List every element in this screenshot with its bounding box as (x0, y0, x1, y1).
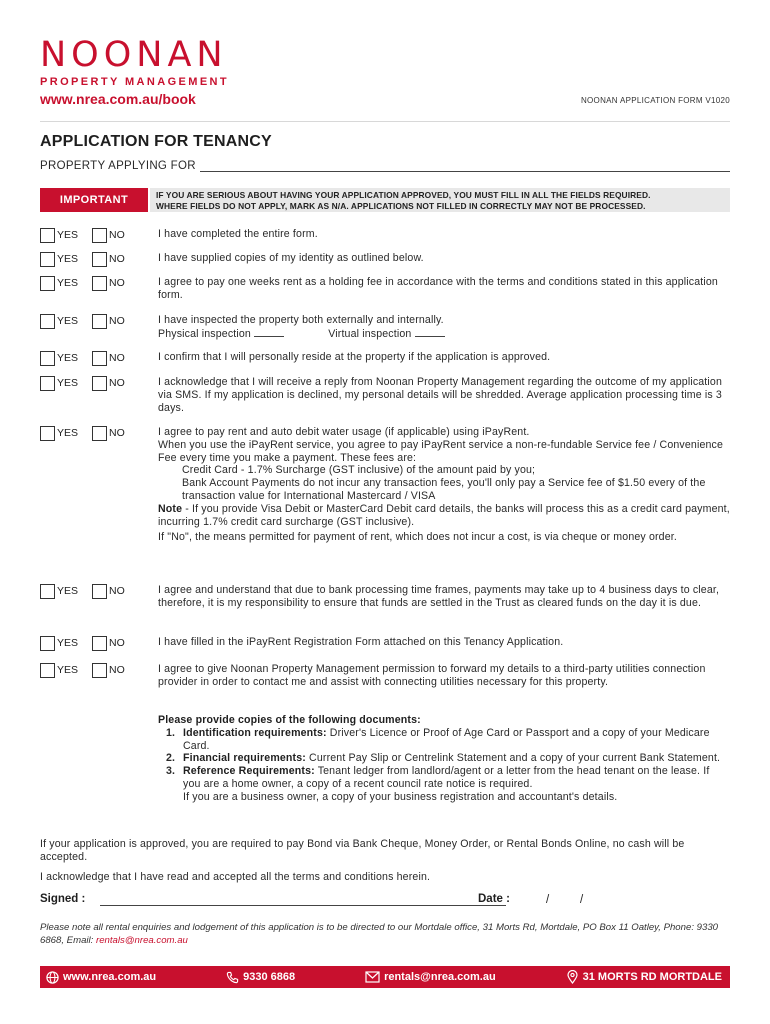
list-label: Reference Requirements: (183, 765, 315, 778)
note-body: Please note all rental enquiries and lodgement of this application is to be directed to our Mortdale office, 31 Morts Rd, Mortdale, PO Box 11 Oatley, Phone: 9330 6868, Email: (40, 922, 718, 946)
list-text: Driver's Licence or Proof of Age Card or Passport and a copy of your Medicare Card. (183, 726, 710, 752)
list-number: 2. (166, 752, 176, 765)
no-checkbox[interactable] (92, 350, 125, 366)
property-row (40, 160, 730, 172)
no-label: NO (109, 377, 125, 389)
yes-checkbox[interactable] (40, 583, 78, 599)
credit-card-fee: Credit Card - 1.7% Surcharge (GST inclusive) of the amount paid by you; (182, 464, 536, 477)
logo-wordmark: NOONAN (40, 35, 228, 75)
yes-label: YES (57, 664, 79, 676)
note-email-link[interactable]: rentals@nrea.com.au (96, 934, 188, 946)
header-divider (40, 121, 730, 122)
physical-inspection-field[interactable] (254, 327, 284, 337)
yes-checkbox[interactable] (40, 275, 78, 291)
envelope-icon (365, 971, 380, 983)
footer-phone[interactable] (226, 971, 295, 984)
documents-section (158, 714, 730, 804)
date-separator: / (580, 894, 584, 906)
checkbox-box[interactable] (40, 351, 55, 366)
note-text: - If you provide Visa Debit or MasterCard Debit card details, the banks will process this as a credit card payment, incurring 1.7% credit card surcharge (GST inclusive). (158, 502, 730, 528)
important-line-1: IF YOU ARE SERIOUS ABOUT HAVING YOUR APPLICATION APPROVED, YOU MUST FILL IN ALL THE FIELDS REQUIRED. (156, 190, 651, 200)
yes-checkbox[interactable] (40, 251, 78, 267)
checkbox-box[interactable] (92, 426, 107, 441)
yes-label: YES (57, 637, 79, 649)
property-input-line[interactable] (200, 160, 730, 172)
yes-label: YES (57, 377, 79, 389)
no-label: NO (109, 664, 125, 676)
ipayrent-fee-text: When you use the iPayRent service, you agree to pay iPayRent service a non-re-fundable Service fee / Convenience Fee every time you make a payment. These fees are: (158, 438, 724, 464)
no-label: NO (109, 352, 125, 364)
checkbox-box[interactable] (40, 276, 55, 291)
yes-label: YES (57, 277, 79, 289)
logo-subtitle: PROPERTY MANAGEMENT (40, 76, 230, 88)
important-notice (150, 188, 730, 212)
bond-paragraph: If your application is approved, you are required to pay Bond via Bank Cheque, Money Order, or Rental Bonds Online, no cash will be accepted. (40, 838, 685, 863)
checklist-text: I agree and understand that due to bank processing time frames, payments may take up to 4 business days to clear, therefore, it is my responsibility to ensure that funds are settled in the Trust as cleared funds on the day it is due. (158, 584, 720, 609)
no-checkbox[interactable] (92, 227, 125, 243)
map-pin-icon (566, 970, 579, 984)
virtual-inspection-label: Virtual inspection (328, 327, 412, 340)
yes-label: YES (57, 352, 79, 364)
checkbox-box[interactable] (40, 426, 55, 441)
checkbox-box[interactable] (40, 252, 55, 267)
no-checkbox[interactable] (92, 662, 125, 678)
checkbox-box[interactable] (92, 314, 107, 329)
checkbox-box[interactable] (92, 663, 107, 678)
documents-list (158, 727, 730, 804)
checkbox-box[interactable] (92, 636, 107, 651)
yes-checkbox[interactable] (40, 635, 78, 651)
no-label: NO (109, 277, 125, 289)
yes-checkbox[interactable] (40, 313, 78, 329)
footer-address-text: 31 MORTS RD MORTDALE (582, 971, 722, 983)
important-badge: IMPORTANT (40, 188, 148, 212)
list-number: 3. (166, 765, 176, 778)
yes-checkbox[interactable] (40, 375, 78, 391)
checkbox-box[interactable] (92, 351, 107, 366)
date-separator: / (546, 894, 550, 906)
physical-inspection-label: Physical inspection (158, 327, 251, 340)
checkbox-box[interactable] (92, 276, 107, 291)
yes-label: YES (57, 253, 79, 265)
date-label: Date : (478, 893, 510, 905)
list-item (158, 752, 730, 765)
no-label: NO (109, 229, 125, 241)
virtual-inspection-field[interactable] (415, 327, 445, 337)
ipayrent-text: I agree to pay rent and auto debit water usage (if applicable) using iPayRent. (158, 426, 530, 438)
yes-checkbox[interactable] (40, 662, 78, 678)
yes-label: YES (57, 427, 79, 439)
no-checkbox[interactable] (92, 635, 125, 651)
no-checkbox[interactable] (92, 251, 125, 267)
footer-email-text: rentals@nrea.com.au (384, 971, 496, 983)
no-label: NO (109, 315, 125, 327)
no-label: NO (109, 427, 125, 439)
footer-address[interactable] (566, 970, 722, 984)
list-item (158, 765, 730, 803)
checkbox-box[interactable] (40, 376, 55, 391)
property-label: PROPERTY APPLYING FOR (40, 160, 196, 172)
note-paragraph (158, 503, 730, 529)
checkbox-box[interactable] (40, 636, 55, 651)
checkbox-box[interactable] (40, 228, 55, 243)
list-label: Identification requirements: (183, 726, 327, 739)
list-text: If you are a business owner, a copy of your business registration and accountant's details. (183, 790, 618, 803)
checklist-text: I have supplied copies of my identity as outlined below. (158, 252, 424, 264)
checkbox-box[interactable] (92, 228, 107, 243)
footer-bar (40, 966, 730, 988)
inspection-text: I have inspected the property both externally and internally. (158, 314, 444, 326)
yes-label: YES (57, 315, 79, 327)
no-checkbox[interactable] (92, 583, 125, 599)
no-checkbox[interactable] (92, 425, 125, 441)
phone-icon (226, 971, 239, 984)
documents-heading: Please provide copies of the following documents: (158, 714, 421, 726)
footer-web[interactable] (46, 971, 156, 984)
list-item (158, 727, 730, 753)
yes-checkbox[interactable] (40, 425, 78, 441)
note-label: Note (158, 502, 183, 515)
footer-email[interactable] (365, 971, 496, 983)
inspection-options (158, 327, 730, 341)
checkbox-box[interactable] (40, 584, 55, 599)
checklist-text: I agree to give Noonan Property Management permission to forward my details to a third-party utilities connection provider in order to contact me and assist with connecting utilities necessary for this property. (158, 663, 706, 688)
signed-label: Signed : (40, 893, 86, 905)
checklist-text: I have completed the entire form. (158, 228, 318, 240)
no-label: NO (109, 637, 125, 649)
checkbox-box[interactable] (92, 584, 107, 599)
no-checkbox[interactable] (92, 275, 125, 291)
booking-url[interactable]: www.nrea.com.au/book (40, 91, 196, 107)
checkbox-box[interactable] (92, 376, 107, 391)
no-label: NO (109, 253, 125, 265)
signature-row (40, 893, 730, 909)
lodgement-note (40, 922, 730, 947)
checkbox-box[interactable] (40, 314, 55, 329)
list-label: Financial requirements: (183, 752, 306, 765)
yes-checkbox[interactable] (40, 350, 78, 366)
acknowledgement-text: I acknowledge that I have read and accepted all the terms and conditions herein. (40, 871, 431, 883)
checkbox-box[interactable] (40, 663, 55, 678)
footer-phone-text: 9330 6868 (243, 971, 296, 983)
yes-label: YES (57, 229, 79, 241)
footer-web-text: www.nrea.com.au (63, 971, 157, 983)
globe-icon (46, 971, 59, 984)
checklist-text: I have filled in the iPayRent Registration Form attached on this Tenancy Application. (158, 636, 564, 648)
no-checkbox[interactable] (92, 313, 125, 329)
checkbox-box[interactable] (92, 252, 107, 267)
no-checkbox[interactable] (92, 375, 125, 391)
list-text: Current Pay Slip or Centrelink Statement and a copy of your current Bank Statement. (305, 752, 721, 765)
signature-field[interactable] (100, 905, 506, 906)
bank-account-fee: Bank Account Payments do not incur any transaction fees, you'll only pay a Service fee of $1.50 every of the transaction value for International Mastercard / VISA (182, 477, 706, 502)
no-payment-text: If "No", the means permitted for payment of rent, which does not incur a cost, is via cheque or money order. (158, 531, 677, 544)
checklist-text: I confirm that I will personally reside at the property if the application is approved. (158, 351, 551, 363)
checklist-text: I agree to pay one weeks rent as a holding fee in accordance with the terms and conditions stated in this application form. (158, 276, 718, 301)
yes-label: YES (57, 585, 79, 597)
yes-checkbox[interactable] (40, 227, 78, 243)
checklist-text: I acknowledge that I will receive a reply from Noonan Property Management regarding the outcome of my application via SMS. If my application is declined, my personal details will be shredded. Average application processing time is 3 days. (158, 376, 722, 414)
checklist-text (158, 426, 730, 544)
form-code: NOONAN APPLICATION FORM V1020 (580, 96, 730, 105)
letterhead (40, 36, 730, 122)
no-label: NO (109, 585, 125, 597)
important-line-2: WHERE FIELDS DO NOT APPLY, MARK AS N/A. APPLICATIONS NOT FILLED IN CORRECTLY MAY NOT BE PROCESSED. (156, 201, 646, 211)
list-number: 1. (166, 726, 176, 739)
list-text: Tenant ledger from landlord/agent or a letter from the head tenant on the lease. If you are a home owner, a copy of a recent council rate notice is required. (183, 765, 710, 790)
page-title: APPLICATION FOR TENANCY (40, 133, 272, 150)
checklist-text (158, 314, 730, 341)
